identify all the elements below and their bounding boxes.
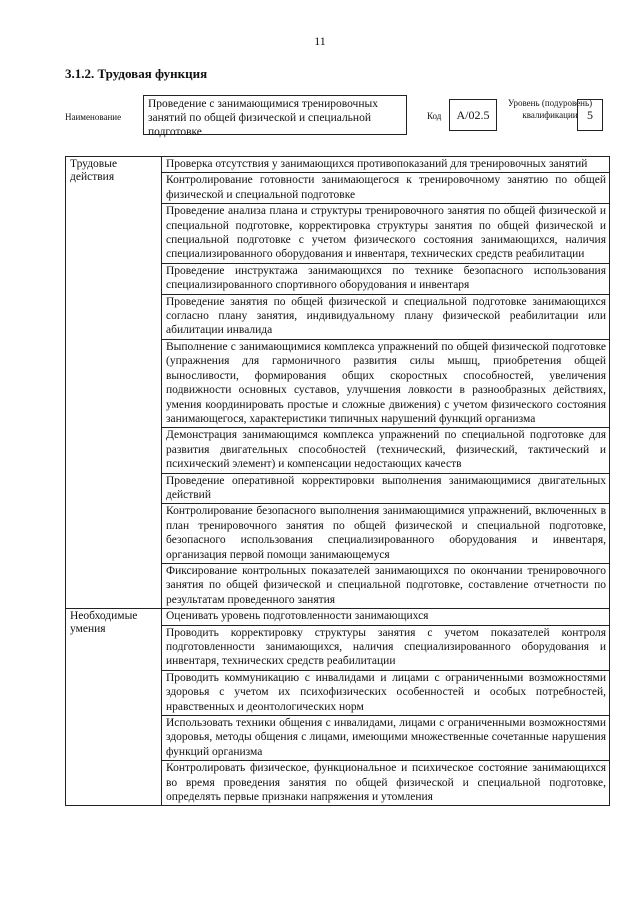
skills-label: Необходимые умения: [66, 609, 162, 806]
skill-item: Использовать техники общения с инвалидами, лицами с ограниченными возможностями здоровья, методы общения с лицами, имеющими множественные сочетанные нарушения функций организма: [162, 716, 610, 761]
action-item: Проведение инструктажа занимающихся по технике безопасного использования специализированного спортивного оборудования и инвентаря: [162, 263, 610, 294]
page-number: 11: [314, 34, 326, 48]
code-value: A/02.5: [449, 99, 497, 131]
code-label: Код: [427, 111, 442, 121]
name-label: Наименование: [65, 112, 122, 122]
actions-label: Трудовые действия: [66, 157, 162, 609]
name-value: Проведение с занимающимися тренировочных занятий по общей физической и специальной подготовке: [143, 95, 407, 135]
table-row: [66, 609, 610, 625]
action-item: Проведение оперативной корректировки выполнения занимающимися двигательных действий: [162, 473, 610, 504]
skill-item: Оценивать уровень подготовленности занимающихся: [162, 609, 610, 625]
action-item: Проведение анализа плана и структуры тренировочного занятия по общей физической и специальной подготовке, корректировка структуры занятия по общей физической и специальной подготовке с учетом физического состояния занимающихся, наличия специализированного оборудования и инвентаря, технических средств реабилитации: [162, 204, 610, 264]
function-table: [65, 156, 610, 806]
skill-item: Проводить коммуникацию с инвалидами и лицами с ограниченными возможностями здоровья с учетом их психофизических особенностей и особых потребностей, нравственных и деонтологических норм: [162, 670, 610, 715]
action-item: Проведение занятия по общей физической и специальной подготовке занимающихся согласно плану занятия, индивидуальному плану физической реабилитации или абилитации инвалида: [162, 294, 610, 339]
action-item: Проверка отсутствия у занимающихся противопоказаний для тренировочных занятий: [162, 157, 610, 173]
action-item: Демонстрация занимающимся комплекса упражнений по специальной подготовке для развития двигательных способностей (технический, физический, тактический и психический элемент) и компенсации недостающих качеств: [162, 428, 610, 473]
action-item: Контролирование готовности занимающегося к тренировочному занятию по общей физической и специальной подготовке: [162, 173, 610, 204]
level-value: 5: [577, 99, 603, 131]
table-row: [66, 157, 610, 173]
action-item: Контролирование безопасного выполнения занимающимися упражнений, включенных в план тренировочного занятия по общей физической и специальной подготовке, безопасного использования специализированного оборудования и инвентаря, организация первой помощи занимающемуся: [162, 504, 610, 564]
level-label: Уровень (подуровень) квалификации: [507, 98, 593, 120]
skill-item: Контролировать физическое, функциональное и психическое состояние занимающихся во время проведения занятия по общей физической и специальной подготовке, определять первые признаки напряжения и утомления: [162, 761, 610, 806]
skill-item: Проводить корректировку структуры занятия с учетом показателей контроля подготовленности занимающихся, наличия специализированного оборудования и инвентаря, технических средств реабилитации: [162, 625, 610, 670]
action-item: Выполнение с занимающимися комплекса упражнений по общей физической подготовке (упражнения для гармоничного развития силы мышц, приобретения общей выносливости, формирования общих скоростных способностей, увеличения подвижности основных суставов, улучшения ловкости в разнообразных действиях, умения координировать простые и сложные движения) с учетом физического состояния занимающегося, характеристики типичных нарушений функций организма: [162, 339, 610, 427]
function-header: [65, 95, 610, 141]
action-item: Фиксирование контрольных показателей занимающихся по окончании тренировочного занятия по общей физической и специальной подготовке, составление отчетности по результатам проведенного занятия: [162, 563, 610, 608]
section-title: 3.1.2. Трудовая функция: [65, 66, 208, 81]
